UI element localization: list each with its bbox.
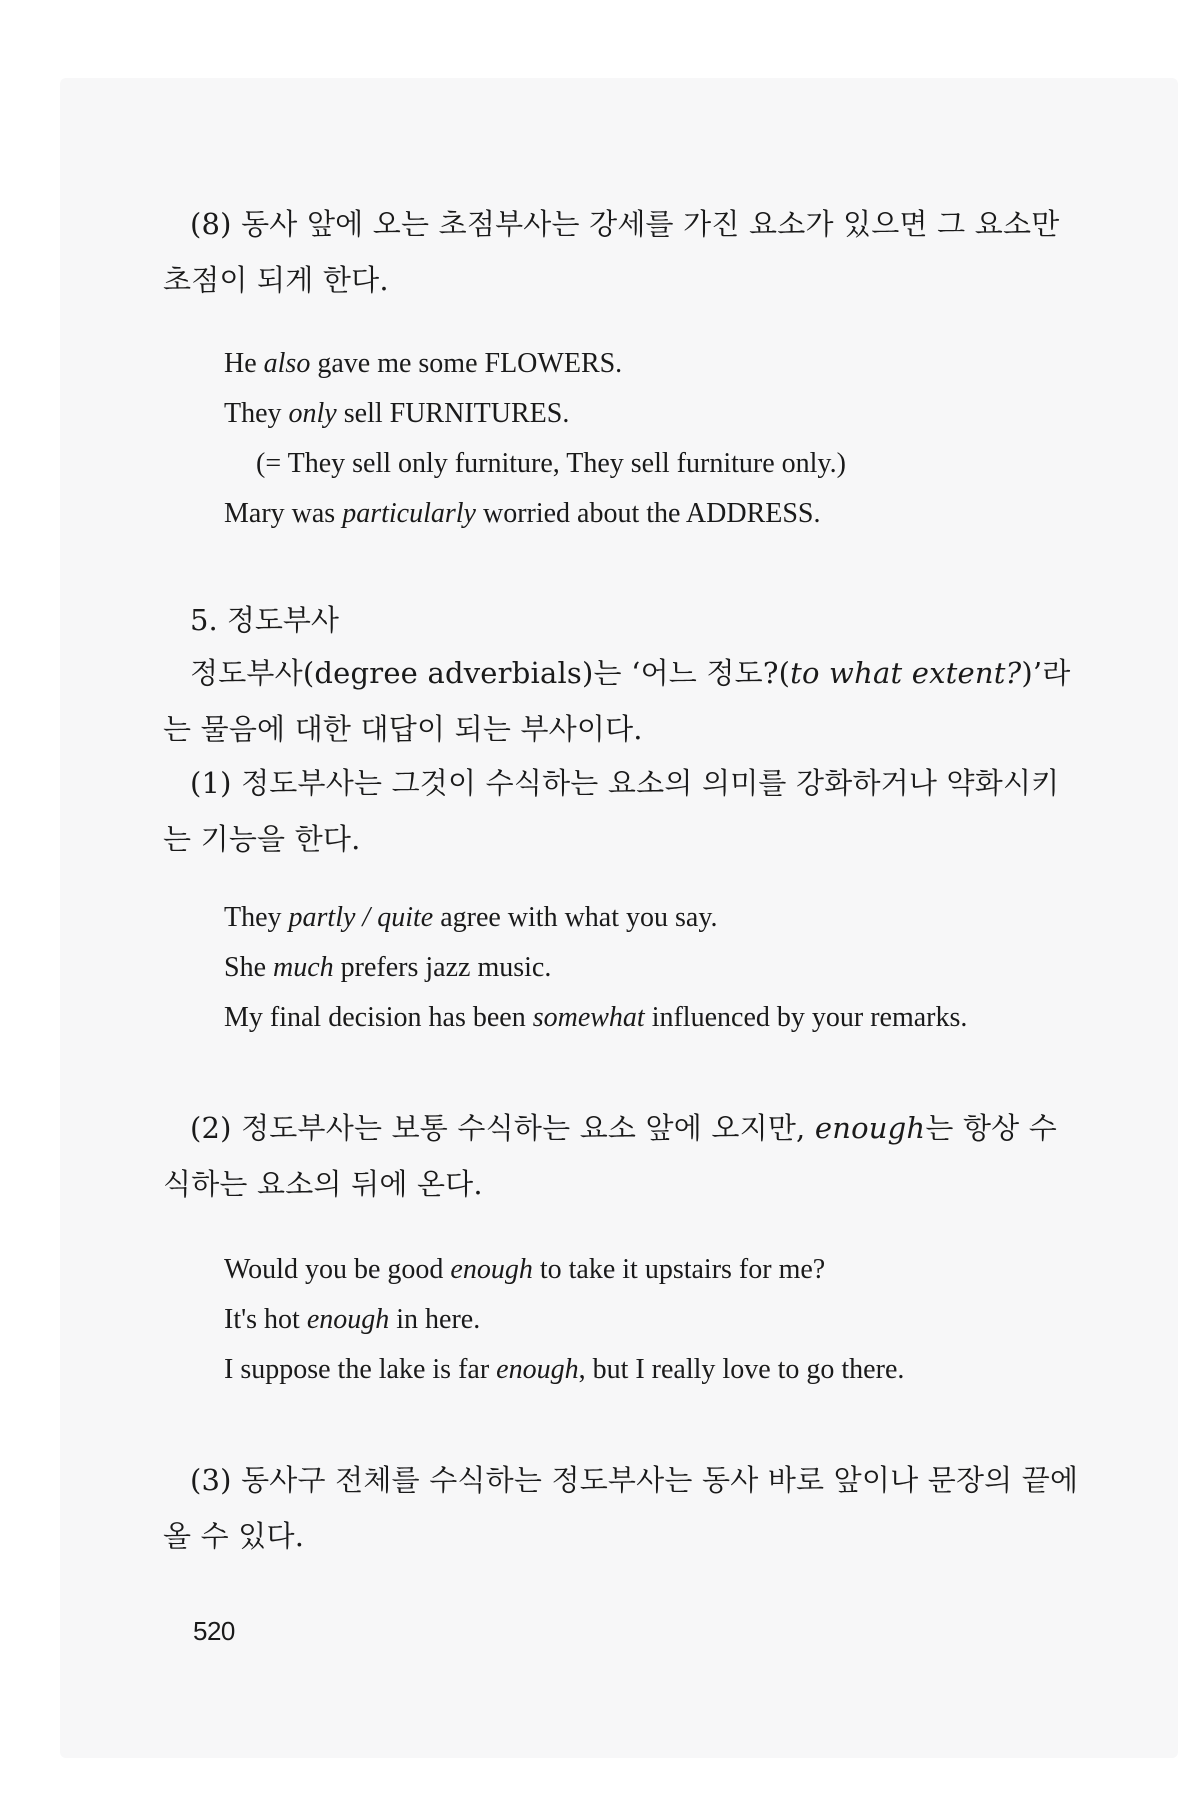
section-heading: 5. 정도부사: [190, 603, 339, 637]
example-line: My final decision has been somewhat influenced by your remarks.: [224, 1002, 968, 1033]
example-line: They partly / quite agree with what you say.: [224, 902, 718, 933]
example-line: They only sell FURNITURES.: [224, 398, 570, 429]
example-line: It's hot enough in here.: [224, 1304, 481, 1335]
rule-8-paragraph: (8) 동사 앞에 오는 초점부사는 강세를 가진 요소가 있으면 그 요소만 초점이 되게 한다.: [163, 207, 1060, 297]
example-line: Mary was particularly worried about the ADDRESS.: [224, 498, 821, 529]
page-number: 520: [193, 1616, 235, 1646]
example-line: He also gave me some FLOWERS.: [224, 348, 623, 379]
section-intro-paragraph: 정도부사(degree adverbials)는 ‘어느 정도?(to what extent?)’라는 물음에 대한 대답이 되는 부사이다.: [163, 656, 1071, 746]
example-line: Would you be good enough to take it upstairs for me?: [224, 1254, 826, 1285]
rule-1-paragraph: (1) 정도부사는 그것이 수식하는 요소의 의미를 강화하거나 약화시키는 기능을 한다.: [163, 766, 1060, 856]
rule-3-paragraph: (3) 동사구 전체를 수식하는 정도부사는 동사 바로 앞이나 문장의 끝에 올 수 있다.: [163, 1463, 1079, 1553]
example-note: (= They sell only furniture, They sell furniture only.): [256, 448, 846, 479]
example-line: She much prefers jazz music.: [224, 952, 552, 983]
example-line: I suppose the lake is far enough, but I really love to go there.: [224, 1354, 905, 1385]
rule-2-paragraph: (2) 정도부사는 보통 수식하는 요소 앞에 오지만, enough는 항상 수식하는 요소의 뒤에 온다.: [163, 1111, 1058, 1201]
